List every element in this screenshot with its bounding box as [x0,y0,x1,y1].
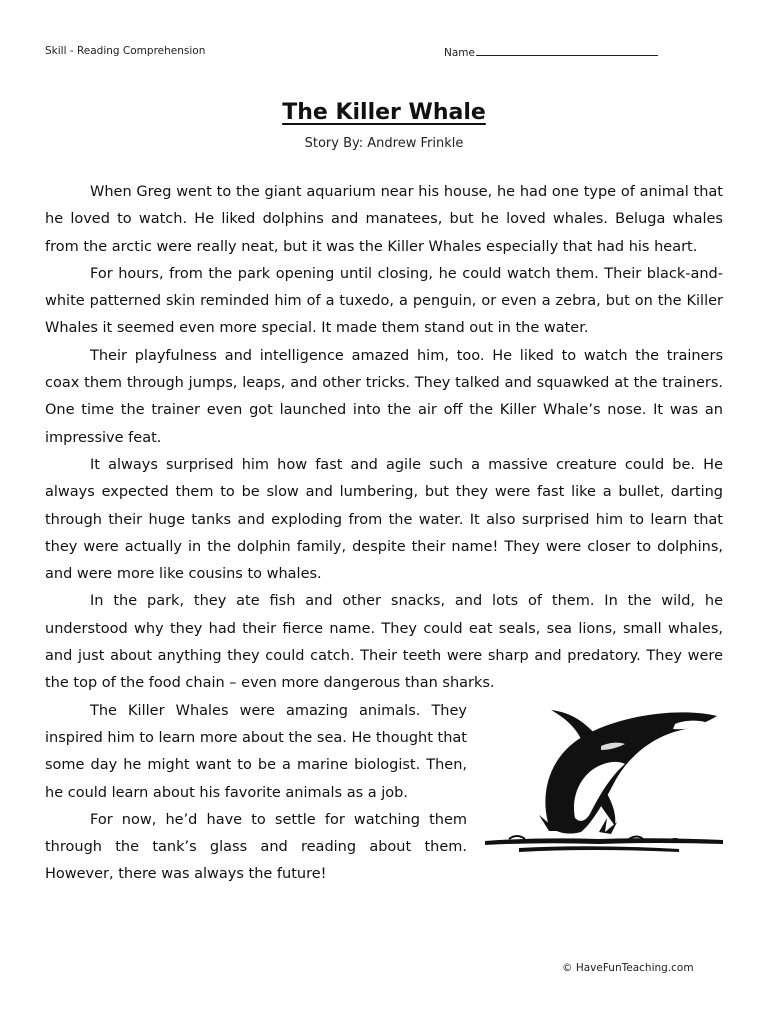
name-label: Name [444,47,475,59]
killer-whale-icon [479,698,727,878]
killer-whale-illustration [479,698,727,878]
skill-label: Skill - Reading Comprehension [45,45,206,57]
name-blank-line[interactable] [476,45,658,56]
story-body [45,179,723,889]
copyright-footer: © HaveFunTeaching.com [562,962,694,974]
story-paragraph-5-intro: In the park, they ate fish and other snacks, and lots of them. In the wild, he understood why they had their fierce name. They could eat seals, sea lions, small whales, and just about anything they could catch. Their teeth were sharp and predatory. They were the top of the food chain – even more dangerous than sharks. [45,593,723,692]
name-field[interactable] [444,45,658,59]
story-paragraph-3: Their playfulness and intelligence amazed him, too. He liked to watch the trainers coax them through jumps, leaps, and other tricks. They talked and squawked at the trainers. One time the trainer even got launched into the air off the Killer Whale’s nose. It was an impressive feat. [45,347,723,446]
title-text: The Killer Whale [282,100,486,125]
story-paragraph-7: For now, he’d have to settle for watching them through the tank’s glass and reading about them. However, there was always the future! [45,811,467,883]
story-paragraph-1: When Greg went to the giant aquarium near his house, he had one type of animal that he loved to watch. He liked dolphins and manatees, but he loved whales. Beluga whales from the arctic were really neat, but it was the Killer Whales especially that had his heart. [45,184,723,255]
story-paragraph-2: For hours, from the park opening until closing, he could watch them. Their black-and-white patterned skin reminded him of a tuxedo, a penguin, or even a zebra, but on the Killer Whales it seemed even more special. It made them stand out in the water. [45,265,723,337]
page-title [0,97,768,129]
story-byline: Story By: Andrew Frinkle [304,136,464,151]
story-paragraph-6: The Killer Whales were amazing animals. They inspired him to learn more about the sea. He thought that some day he might want to be a marine biologist. Then, he could learn about his favorite animals as a job. [45,702,467,801]
story-paragraph-4: It always surprised him how fast and agile such a massive creature could be. He always expected them to be slow and lumbering, but they were fast like a bullet, darting through their huge tanks and exploding from the water. It also surprised him to learn that they were actually in the dolphin family, despite their name! They were closer to dolphins, and were more like cousins to whales. [45,456,723,583]
